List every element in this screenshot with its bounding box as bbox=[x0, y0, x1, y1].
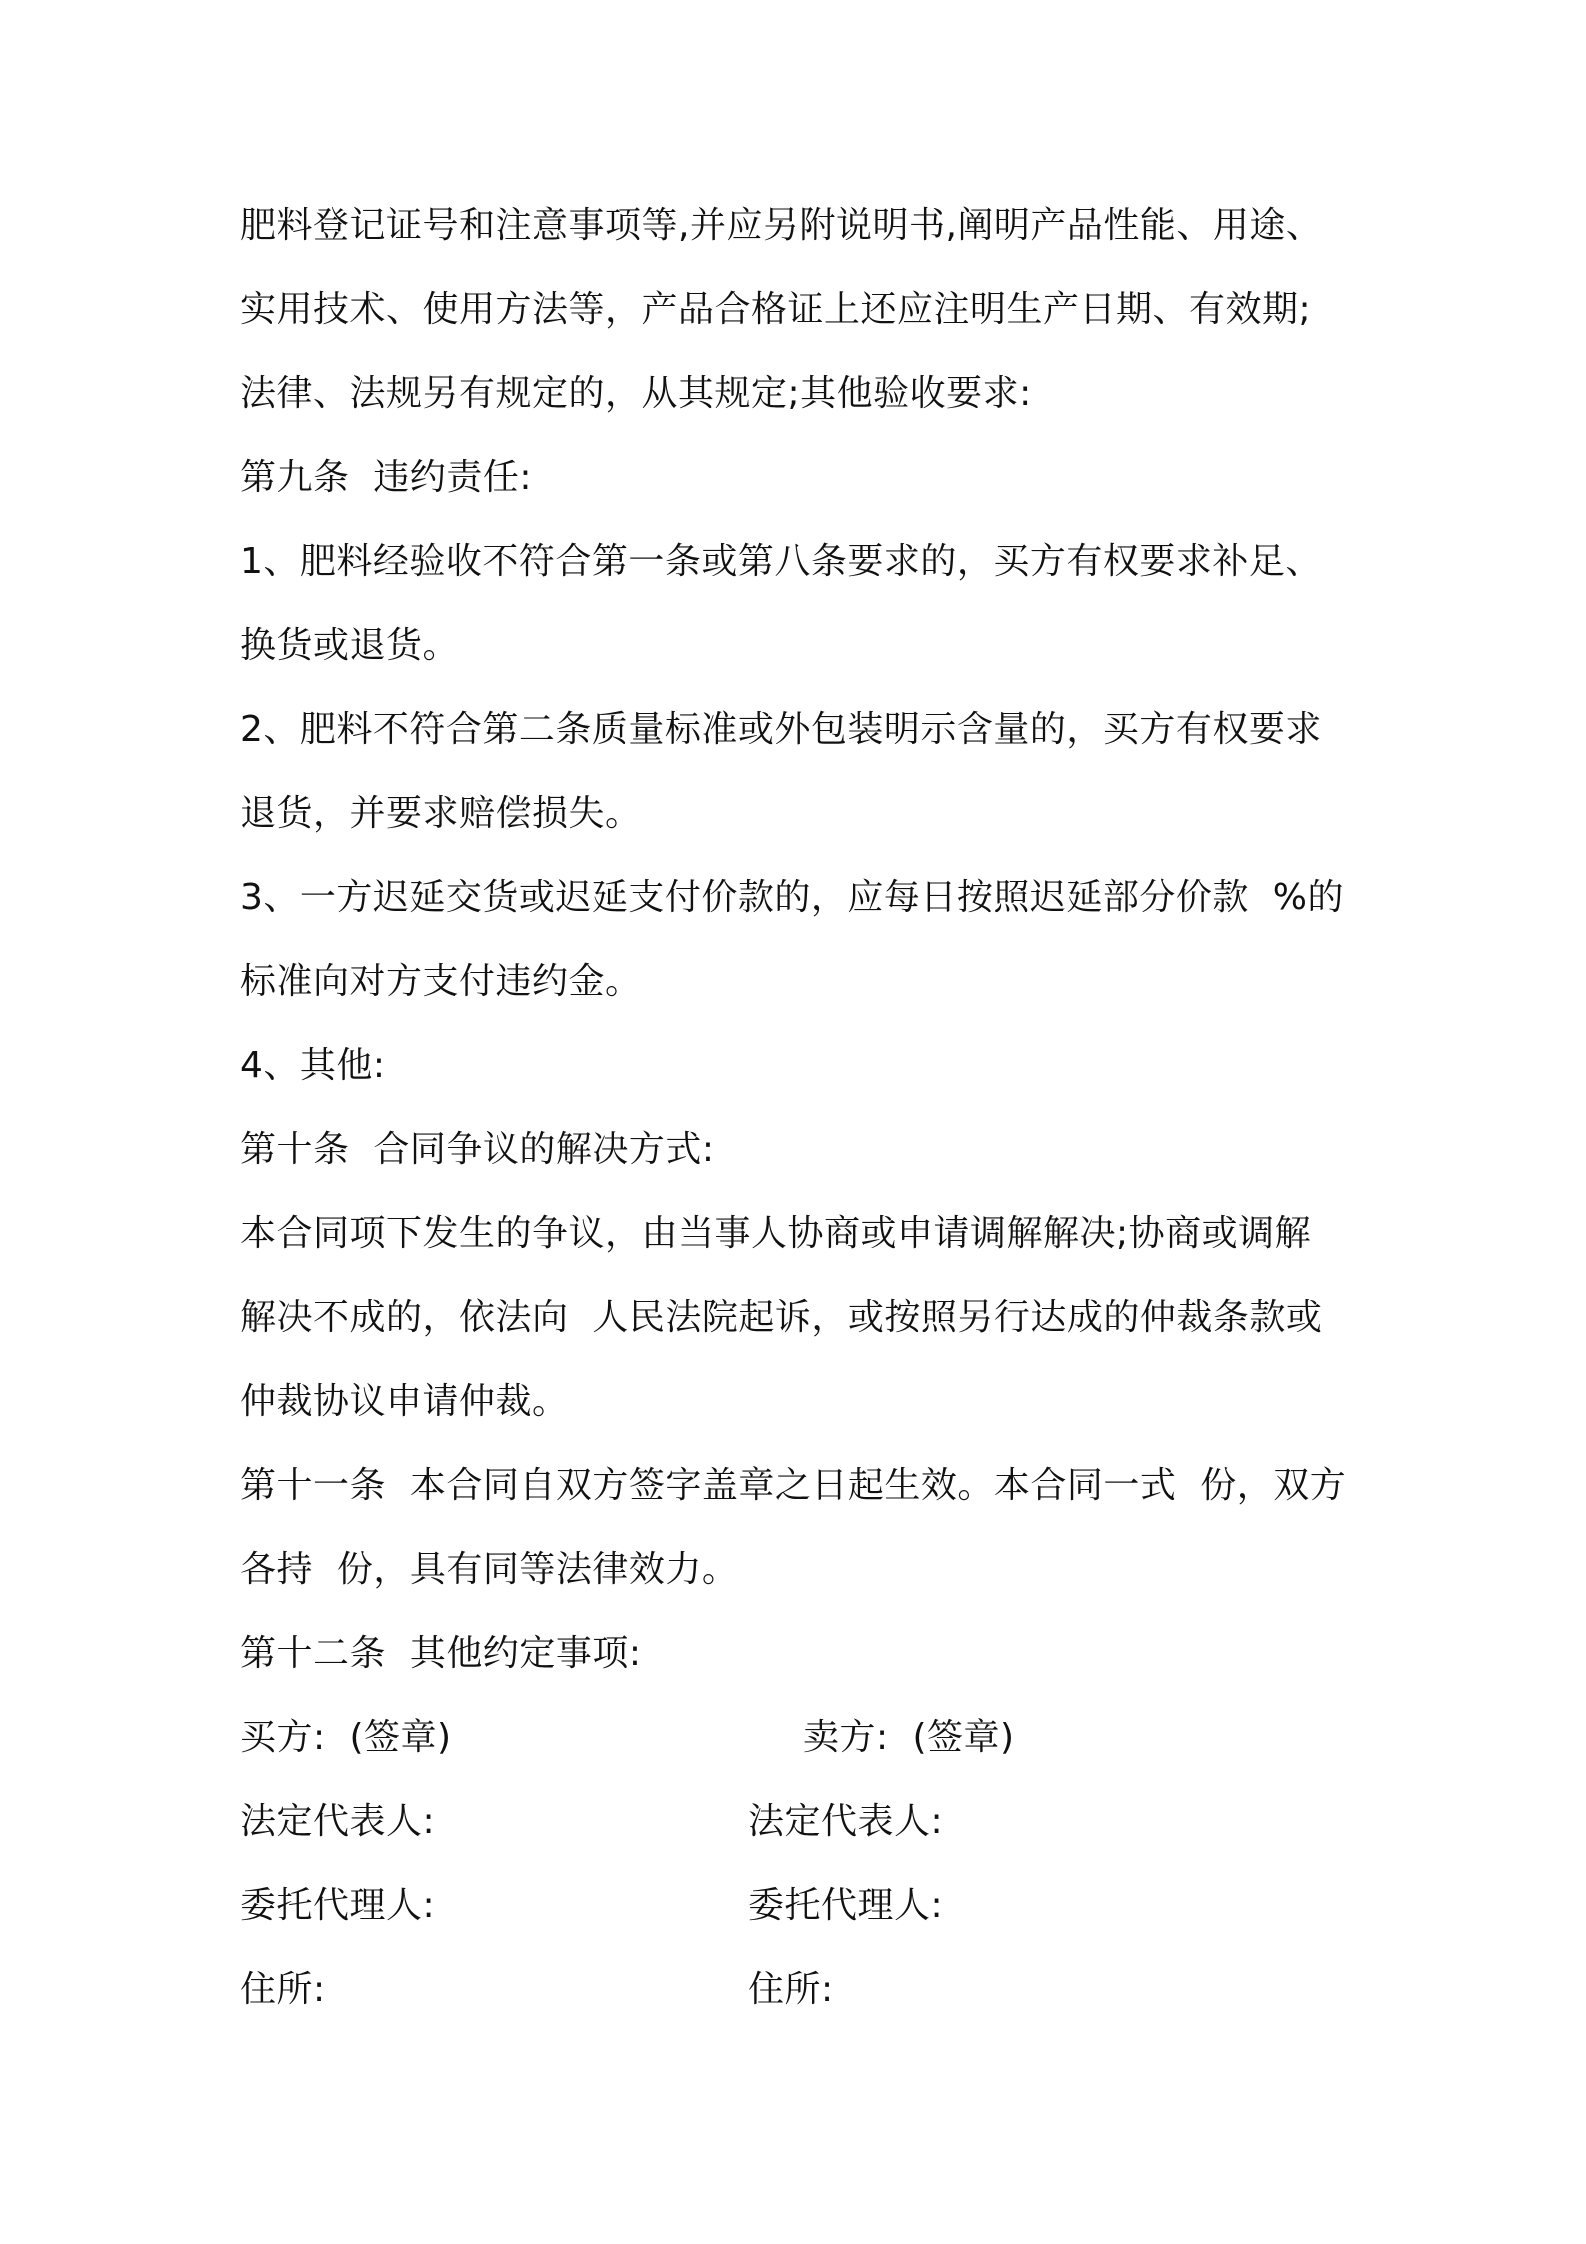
body-line: 标准向对方支付违约金。 bbox=[240, 961, 642, 1002]
seller-legal-representative: 法定代表人: bbox=[748, 1801, 944, 1842]
body-line: 解决不成的，依法向 人民法院起诉，或按照另行达成的仲裁条款或 bbox=[240, 1297, 1323, 1338]
body-line: 肥料登记证号和注意事项等,并应另附说明书,阐明产品性能、用途、 bbox=[240, 205, 1323, 246]
article-9-heading: 第九条 违约责任: bbox=[240, 457, 533, 498]
body-line: 退货，并要求赔偿损失。 bbox=[240, 793, 642, 834]
article-10-heading: 第十条 合同争议的解决方式: bbox=[240, 1129, 715, 1170]
body-line: 换货或退货。 bbox=[240, 625, 460, 666]
body-line: 仲裁协议申请仲裁。 bbox=[240, 1381, 569, 1422]
buyer-legal-representative: 法定代表人: bbox=[240, 1801, 436, 1842]
seller-authorized-agent: 委托代理人: bbox=[748, 1885, 944, 1926]
buyer-signature: 买方: (签章) bbox=[240, 1717, 452, 1758]
body-line: 4、其他: bbox=[240, 1045, 386, 1086]
body-line: 法律、法规另有规定的，从其规定;其他验收要求: bbox=[240, 373, 1032, 414]
body-line: 3、一方迟延交货或迟延支付价款的，应每日按照迟延部分价款 %的 bbox=[240, 877, 1344, 918]
article-12-heading: 第十二条 其他约定事项: bbox=[240, 1633, 642, 1674]
body-line: 1、肥料经验收不符合第一条或第八条要求的，买方有权要求补足、 bbox=[240, 541, 1322, 582]
buyer-address: 住所: bbox=[240, 1969, 326, 2010]
seller-signature: 卖方: (签章) bbox=[803, 1717, 1015, 1758]
seller-address: 住所: bbox=[748, 1969, 834, 2010]
buyer-authorized-agent: 委托代理人: bbox=[240, 1885, 436, 1926]
body-line: 本合同项下发生的争议，由当事人协商或申请调解解决;协商或调解 bbox=[240, 1213, 1312, 1254]
body-line: 实用技术、使用方法等，产品合格证上还应注明生产日期、有效期; bbox=[240, 289, 1312, 330]
body-line: 各持 份，具有同等法律效力。 bbox=[240, 1549, 739, 1590]
body-line: 2、肥料不符合第二条质量标准或外包装明示含量的，买方有权要求 bbox=[240, 709, 1322, 750]
article-11-line: 第十一条 本合同自双方签字盖章之日起生效。本合同一式 份，双方 bbox=[240, 1465, 1347, 1506]
